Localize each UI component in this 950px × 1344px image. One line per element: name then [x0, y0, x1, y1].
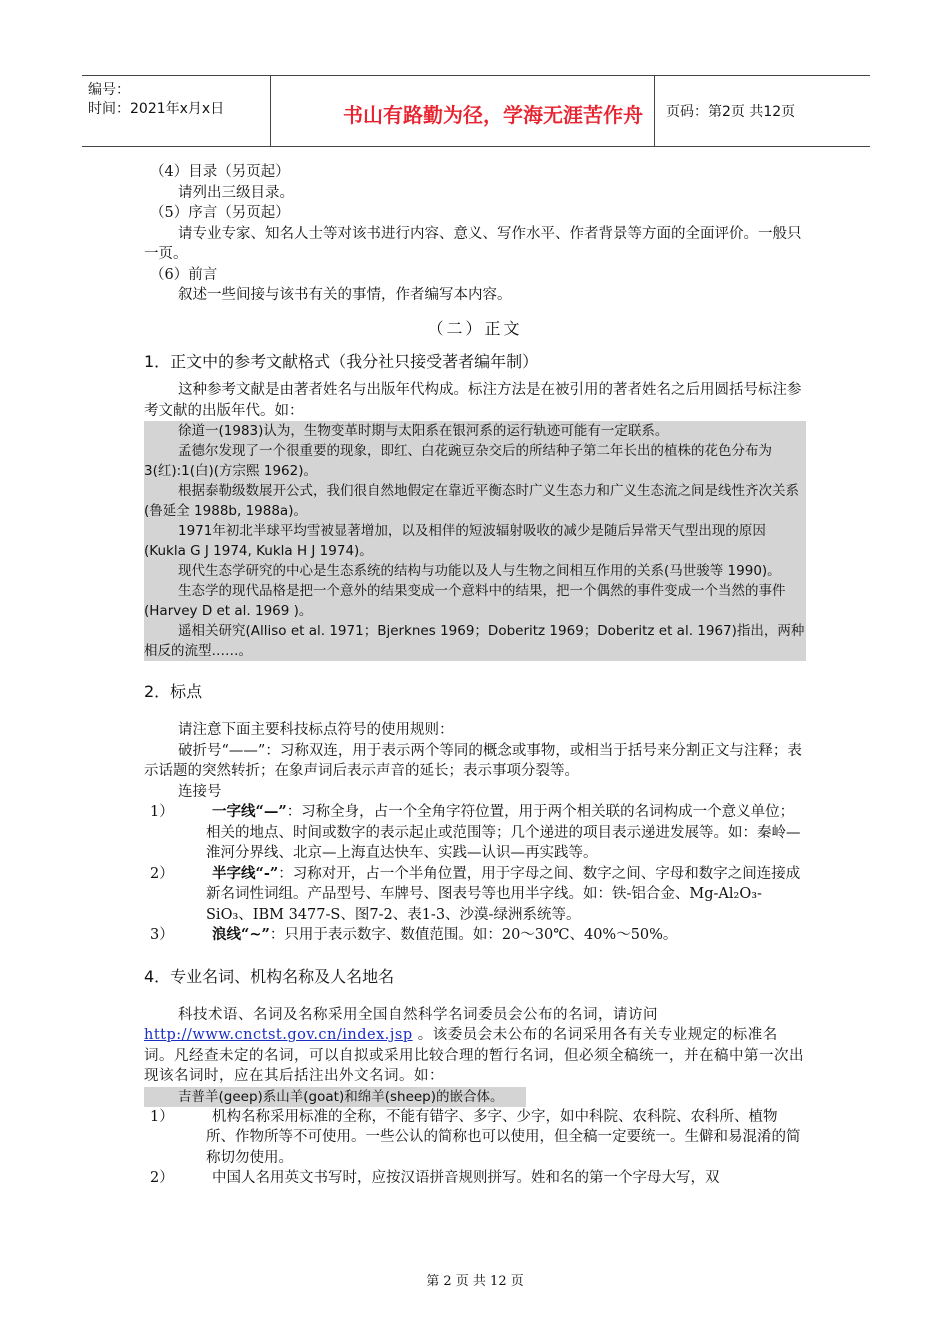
- section-1-heading: 1．正文中的参考文献格式（我分社只接受著者编年制）: [144, 352, 539, 371]
- section-2-intro: 请注意下面主要科技标点符号的使用规则：: [178, 722, 454, 738]
- connector-label: 连接号: [178, 783, 222, 800]
- item-text: 中国人名用英文书写时，应按汉语拼音规则拼写。姓和名的第一个字母大写，双: [212, 1170, 720, 1186]
- punctuation-item: [144, 925, 806, 946]
- preface-text: 请专业专家、知名人士等对该书进行内容、意义、写作水平、作者背景等方面的全面评价。一般只一页。: [144, 225, 802, 262]
- example-citation: 现代生态学研究的中心是生态系统的结构与功能以及人与生物之间相互作用的关系(马世骏等 1990)。: [144, 561, 806, 581]
- example-citation: 孟德尔发现了一个很重要的现象，即红、白花豌豆杂交后的所结种子第二年长出的植株的花色分布为3(红):1(白)(方宗熙 1962)。: [144, 441, 806, 481]
- section-1-intro: 这种参考文献是由著者姓名与出版年代构成。标注方法是在被引用的著者姓名之后用圆括号标注参考文献的出版年代。如：: [144, 382, 802, 419]
- example-citation: 1971年初北半球平均雪被显著增加，以及相伴的短波辐射吸收的减少是随后异常天气型出现的原因(Kukla G J 1974, Kukla H J 1974)。: [144, 521, 806, 561]
- punctuation-item: [144, 802, 806, 864]
- document-body: [144, 162, 806, 1189]
- example-citation: 根据泰勒级数展开公式，我们很自然地假定在靠近平衡态时广义生态力和广义生态流之间是线性齐次关系(鲁延全 1988b, 1988a)。: [144, 481, 806, 521]
- item-number: 3）: [150, 927, 174, 943]
- naming-item: [144, 1107, 806, 1169]
- page-footer: 第 2 页 共 12 页: [426, 1274, 524, 1289]
- header-divider: [654, 76, 655, 146]
- item-term: 浪线“~”: [212, 926, 270, 943]
- item-text: ：习称全身，占一个全角字符位置，用于两个相关联的名词构成一个意义单位；相关的地点、时间或数字的表示起止或范围等；几个递进的项目表示递进发展等。如：秦岭—淮河分界线、北京—上海直达快车、实践—认识—再实践等。: [206, 804, 801, 861]
- item-number: 1）: [150, 1108, 174, 1125]
- header-page-info: 页码：第2页 共12页: [666, 104, 796, 120]
- example-citation: 生态学的现代品格是把一个意外的结果变成一个意料中的结果，把一个偶然的事件变成一个当然的事件(Harvey D et al. 1969 )。: [144, 581, 806, 621]
- foreword-title: （6）前言: [150, 266, 218, 283]
- item-number: 2）: [150, 1170, 174, 1186]
- item-text: ：只用于表示数字、数值范围。如：20～30℃、40%～50%。: [269, 927, 678, 943]
- nomenclature-link[interactable]: http://www.cnctst.gov.cn/index.jsp: [144, 1027, 413, 1043]
- toc-text: 请列出三级目录。: [178, 184, 294, 201]
- section-4-intro: [144, 1005, 806, 1087]
- item-text: 机构名称采用标准的全称，不能有错字、多字、少字，如中科院、农科院、农科所、植物所、作物所等不可使用。一些公认的简称也可以使用，但全稿一定要统一。生僻和易混淆的简称切勿使用。: [206, 1108, 801, 1166]
- example-citation: 遥相关研究(Alliso et al. 1971；Bjerknes 1969；Doberitz 1969；Doberitz et al. 1967)指出，两种相反的流型……。: [144, 623, 805, 659]
- header-divider: [270, 76, 271, 146]
- punctuation-item: [144, 864, 806, 926]
- section-4-heading: 4．专业名词、机构名称及人名地名: [144, 966, 395, 986]
- section-2-heading: 2．标点: [144, 682, 203, 701]
- item-term: 半字线“-”: [212, 864, 279, 882]
- item-number: 2）: [150, 865, 174, 882]
- intro-text: 科技术语、名词及名称采用全国自然科学名词委员会公布的名词，请访问: [178, 1006, 658, 1023]
- page-header: [82, 75, 870, 147]
- doc-time-label: 时间：2021年x月x日: [88, 101, 225, 117]
- foreword-text: 叙述一些间接与该书有关的事情，作者编写本内容。: [178, 287, 512, 303]
- header-motto: 书山有路勤为径，学海无涯苦作舟: [343, 103, 643, 127]
- preface-title: （5）序言（另页起）: [150, 205, 290, 221]
- item-text: ：习称对开，占一个半角位置，用于字母之间、数字之间、字母和数字之间连接成新名词性词组。产品型号、车牌号、图表号等也用半字线。如：铁-铝合金、Mg-Al₂O₃-SiO₃、IBM 3477-S、图7-2、表1-3、沙漠-绿洲系统等。: [206, 865, 801, 923]
- item-number: 1）: [150, 804, 174, 820]
- item-term: 一字线“—”: [212, 803, 287, 820]
- body-heading: （二）正文: [427, 318, 523, 338]
- dash-rule: 破折号“——”：习称双连，用于表示两个等同的概念或事物，或相当于括号来分割正文与注释；表示话题的突然转折；在象声词后表示声音的延长；表示事项分裂等。: [144, 742, 802, 779]
- doc-code-label: 编号：: [88, 82, 130, 98]
- example-citation: 徐道一(1983)认为，生物变革时期与太阳系在银河系的运行轨迹可能有一定联系。: [144, 421, 806, 441]
- example-name: 吉普羊(geep)系山羊(goat)和绵羊(sheep)的嵌合体。: [144, 1087, 526, 1107]
- intro-text: 。该委员会未公布的名词采用各有关专业规定的标准名词。凡经查未定的名词，可以自拟或采用比较合理的暂行名词，但必须全稿统一，并在稿中第一次出现该名词时，应在其后括注出外文名词。如：: [144, 1027, 804, 1084]
- naming-item: [144, 1168, 806, 1189]
- toc-title: （4）目录（另页起）: [150, 164, 290, 180]
